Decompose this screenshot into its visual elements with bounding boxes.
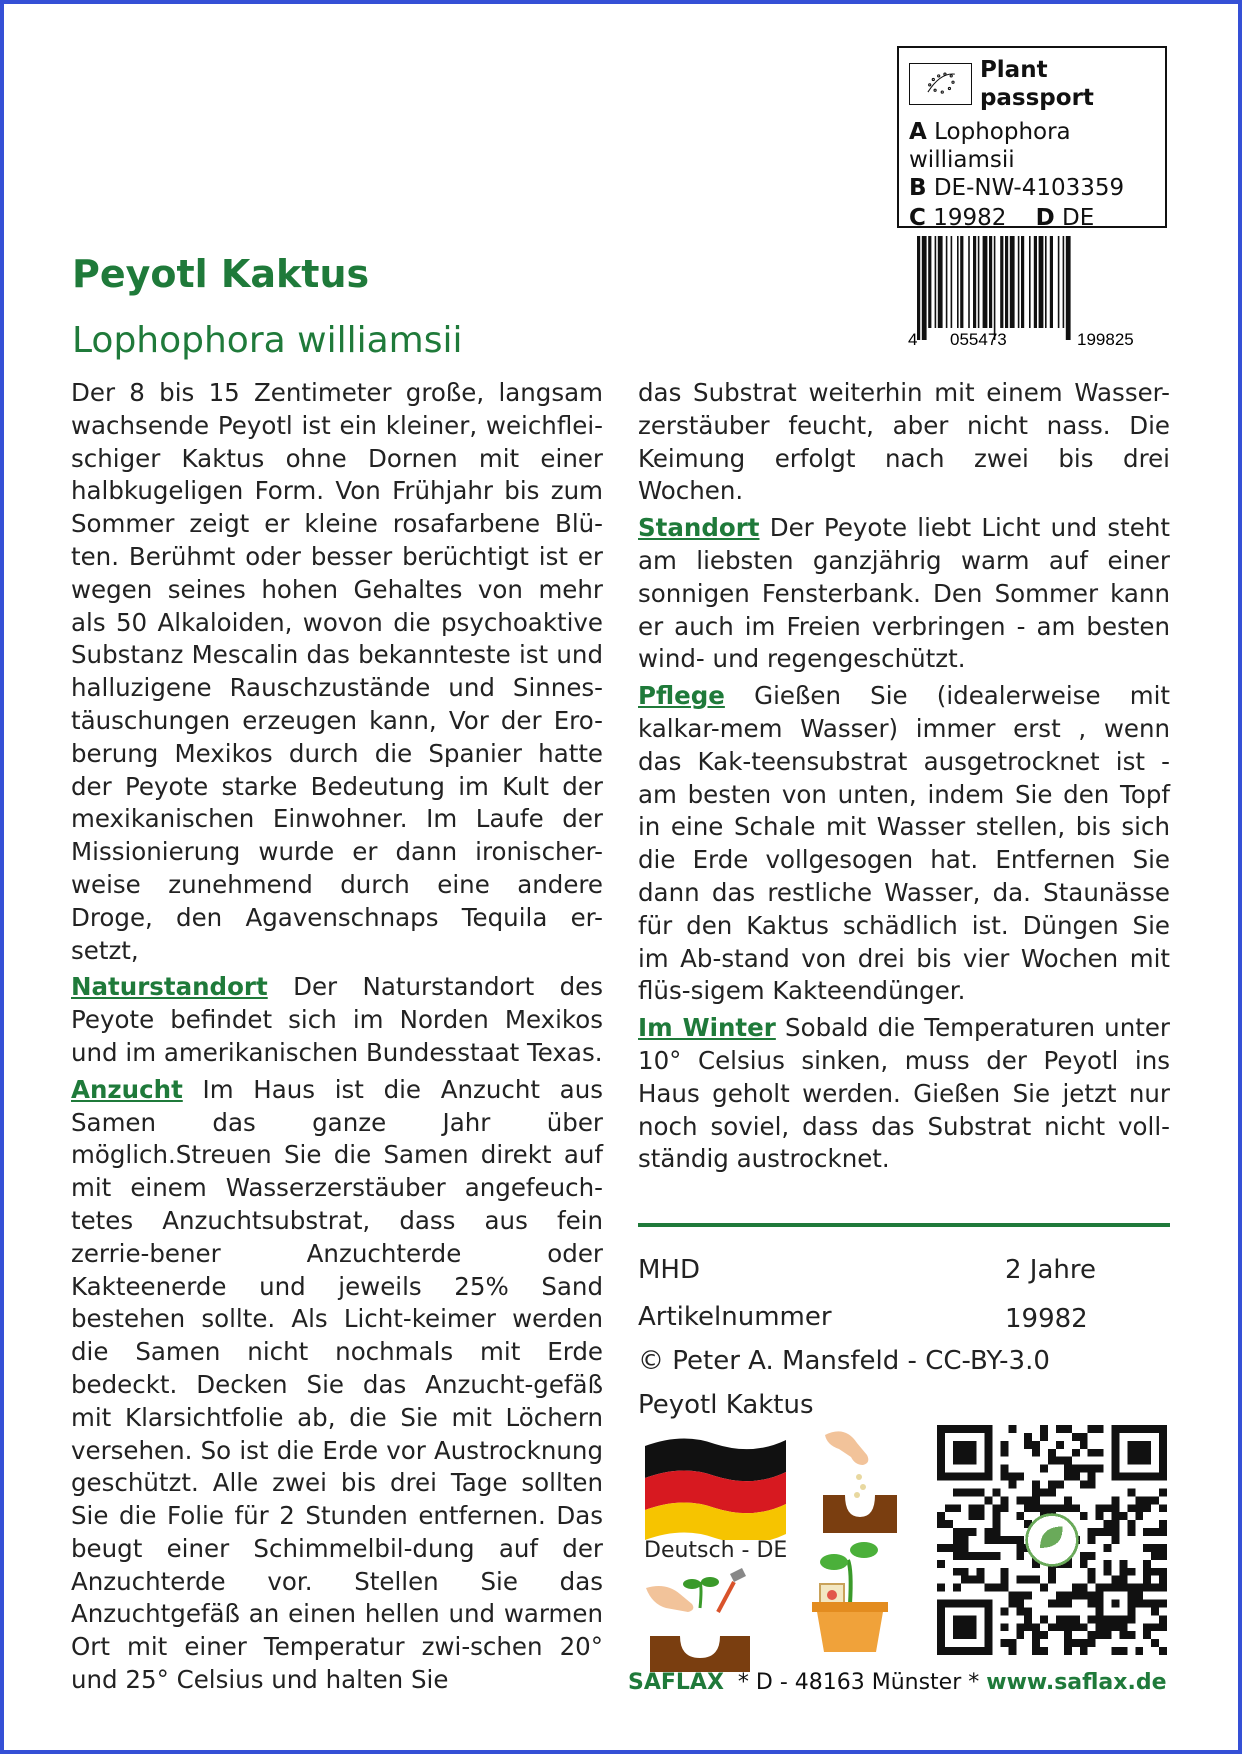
anzucht-heading: Anzucht: [71, 1074, 183, 1104]
text-column-left: [71, 377, 603, 1701]
passport-b-value: DE-NW-4103359: [933, 175, 1125, 201]
pflege-text: Gießen Sie (idealerweise mit kalkar-mem Wasser) immer erst , wenn das Kak-teensubstrat ausgetrocknet ist - am besten von unten, indem Sie den Topf in eine Schale mit Wasser stellen, bis sich die Erde vollgesogen hat. Entfernen Sie dann das restliche Wasser, da. Staunässe für den Kaktus schädlich ist. Düngen Sie im Ab-stand von drei bis vier Wochen mit flüs-sigem Kakteendünger.: [638, 681, 1170, 1006]
copyright-text: © Peter A. Mansfeld - CC-BY-3.0: [638, 1346, 1050, 1376]
intro-paragraph: Der 8 bis 15 Zentimeter große, langsam wachsende Peyotl ist ein kleiner, weichflei-schiger Kaktus ohne Dornen mit einer halbkugeligen Form. Von Frühjahr bis zum Sommer zeigt er kleine rosafarbene Blü-ten. Berühmt oder besser berüchtigt ist er wegen seines hohen Gehaltes von mehr als 50 Alkaloiden, wovon die psychoaktive Substanz Mescalin das bekannteste ist und halluzigene Rauschzustände und Sinnes-täuschungen erzeugen kann, Vor der Ero-berung Mexikos durch die Spanier hatte der Peyote starke Bedeutung im Kult der mexikanischen Einwohner. Im Laufe der Missionierung wurde er dann ironischer-weise zunehmend durch eine andere Droge, den Agavenschnaps Tequila er-setzt,: [71, 378, 603, 965]
artikel-value: 19982: [1005, 1304, 1088, 1334]
product-latin-name: Lophophora williamsii: [72, 320, 463, 361]
winter-heading: Im Winter: [638, 1013, 776, 1043]
naturstandort-heading: Naturstandort: [71, 972, 268, 1002]
artikel-label: Artikelnummer: [638, 1302, 832, 1332]
passport-title: Plant passport: [979, 57, 1094, 111]
naturstandort-paragraph: [71, 971, 603, 1069]
winter-paragraph: [638, 1012, 1170, 1176]
qr-code: [937, 1425, 1167, 1655]
anzucht-text: Im Haus ist die Anzucht aus Samen das ganze Jahr über möglich.Streuen Sie die Samen direkt auf mit einem Wasserzerstäuber angefeuch-tetes Anzuchtsubstrat, dass aus fein zerrie-bener Anzuchterde oder Kakteenerde und jeweils 25% Sand bestehen sollte. Als Licht-keimer werden die Samen nicht nochmals mit Erde bedeckt. Decken Sie das Anzucht-gefäß mit Klarsichtfolie ab, die Sie mit Löchern versehen. So ist die Erde vor Austrocknung geschützt. Alle zwei bis drei Tage sollten Sie die Folie für 2 Stunden entfernen. Das beugt einer Schimmelbil-dung auf der Anzuchterde vor. Stellen Sie das Anzuchtgefäß an einen hellen und warmen Ort mit einer Temperatur zwi-schen 20° und 25° Celsius und halten Sie: [71, 1074, 603, 1695]
eu-organic-leaf-icon: [909, 63, 972, 105]
potted-seedling-icon: [800, 1540, 900, 1654]
product-name-small: Peyotl Kaktus: [638, 1390, 814, 1420]
passport-d-value: DE: [1062, 205, 1095, 231]
standort-heading: Standort: [638, 513, 760, 543]
winter-text: Sobald die Temperaturen unter 10° Celsius sinken, muss der Peyotl ins Haus geholt werden. Gießen Sie jetzt nur noch soviel, dass das Substrat nicht voll-ständig austrocknet.: [638, 1013, 1170, 1174]
passport-a-value-2: williamsii: [909, 147, 1015, 173]
anzucht-paragraph: [71, 1074, 603, 1697]
barcode-first-digit: 4: [908, 330, 918, 349]
anzucht-continued: das Substrat weiterhin mit einem Wasser-zerstäuber feucht, aber nicht nass. Die Keimung erfolgt nach zwei bis drei Wochen.: [638, 378, 1170, 506]
naturstandort-text: Der Naturstandort des Peyote befindet sich im Norden Mexikos und im amerikanischen Bundesstaat Texas.: [71, 972, 603, 1067]
plant-passport: [897, 46, 1167, 231]
pflege-paragraph: [638, 680, 1170, 1008]
language-label: Deutsch - DE: [644, 1538, 788, 1563]
passport-c-value: 19982: [933, 205, 1007, 231]
standort-paragraph: [638, 512, 1170, 676]
passport-b-key: B: [909, 175, 927, 201]
barcode: [905, 236, 1169, 350]
pflege-heading: Pflege: [638, 681, 725, 711]
text-column-right: [638, 377, 1170, 1180]
mhd-label: MHD: [638, 1255, 701, 1285]
footer-address: * D - 48163 Münster *: [723, 1670, 987, 1695]
barcode-right-group: 199825: [1077, 330, 1134, 349]
passport-a-key: A: [909, 119, 927, 145]
germany-flag-icon: [643, 1432, 788, 1540]
sowing-seed-icon: [815, 1425, 905, 1535]
passport-c-key: C: [909, 205, 926, 231]
footer: [628, 1670, 1167, 1695]
standort-text: Der Peyote liebt Licht und steht am liebsten ganzjährig warm auf einer sonnigen Fensterbank. Den Sommer kann er auch im Freien verbringen - am besten wind- und regengeschützt.: [638, 513, 1170, 674]
product-title: Peyotl Kaktus: [72, 252, 370, 296]
mhd-value: 2 Jahre: [1005, 1255, 1096, 1285]
passport-a-value-1: Lophophora: [934, 119, 1071, 145]
footer-brand: SAFLAX: [628, 1670, 724, 1695]
planting-seedling-icon: [646, 1568, 756, 1674]
footer-website[interactable]: www.saflax.de: [986, 1670, 1167, 1695]
barcode-left-group: 055473: [950, 330, 1007, 349]
section-divider: [638, 1223, 1170, 1227]
passport-d-key: D: [1035, 205, 1055, 231]
